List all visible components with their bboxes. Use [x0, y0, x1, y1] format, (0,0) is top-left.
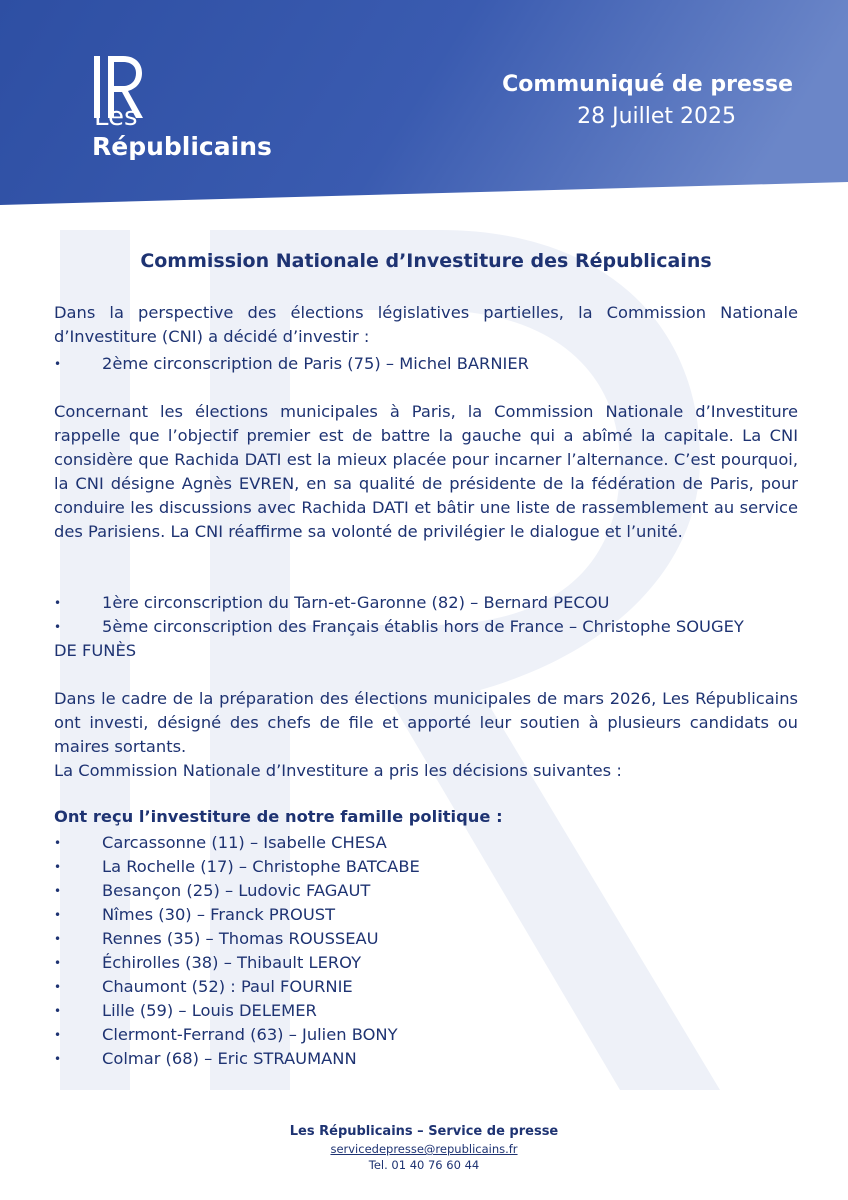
document-title: Commission Nationale d’Investiture des Républicains [140, 250, 712, 272]
municipal-paragraph: Dans le cadre de la préparation des élections municipales de mars 2026, Les Républicains ont investi, désigné des chefs de file et apporté leur soutien à plusieurs candidats ou maires sortants. [54, 689, 798, 756]
bullet-icon: • [54, 1028, 62, 1042]
logo-republicains-text: Républicains [92, 132, 272, 161]
bullet-icon: • [54, 357, 62, 371]
press-release-label: Communiqué de presse [502, 72, 793, 97]
intro-paragraph: Dans la perspective des élections législatives partielles, la Commission Nationale d’Investiture (CNI) a décidé d’investir : [54, 303, 798, 346]
bullet-icon: • [54, 908, 62, 922]
header-banner [0, 0, 848, 205]
decisions-line: La Commission Nationale d’Investiture a pris les décisions suivantes : [54, 761, 622, 780]
bullet-icon: • [54, 596, 62, 610]
bullet-icon: • [54, 884, 62, 898]
bullet-icon: • [54, 620, 62, 634]
bullet-icon: • [54, 1052, 62, 1066]
bullet-icon: • [54, 932, 62, 946]
bullet-icon: • [54, 1004, 62, 1018]
bullet-icon: • [54, 980, 62, 994]
footer [0, 1124, 848, 1172]
les-republicains-logo [92, 52, 272, 162]
bullet-icon: • [54, 956, 62, 970]
press-release-date: 28 Juillet 2025 [577, 104, 736, 129]
bullet-icon: • [54, 836, 62, 850]
list-item-continuation: DE FUNÈS [54, 641, 137, 660]
footer-organization: Les Républicains – Service de presse [289, 1124, 559, 1139]
bullet-icon: • [54, 860, 62, 874]
investiture-heading: Ont reçu l’investiture de notre famille politique : [54, 807, 503, 826]
footer-email-link[interactable]: servicedepresse@republicains.fr [330, 1142, 518, 1156]
footer-phone: Tel. 01 40 76 60 44 [368, 1158, 480, 1172]
logo-les-text: Les [94, 102, 138, 132]
paris-paragraph: Concernant les élections municipales à Paris, la Commission Nationale d’Investiture rappelle que l’objectif premier est de battre la gauche qui a abîmé la capitale. La CNI considère que Rachida DATI est la mieux placée pour incarner l’alternance. C’est pourquoi, la CNI désigne Agnès EVREN, en sa qualité de présidente de la fédération de Paris, pour conduire les discussions avec Rachida DATI et bâtir une liste de rassemblement au service des Parisiens. La CNI réaffirme sa volonté de privilégier le dialogue et l’unité. [54, 402, 798, 541]
